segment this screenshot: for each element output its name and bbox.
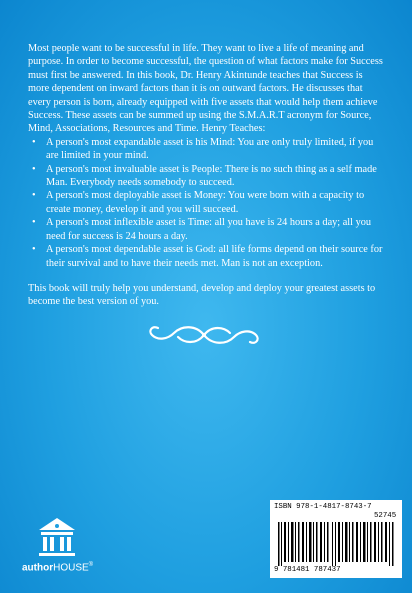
asset-list-item: • A person's most inflexible asset is Time: all you have is 24 hours a day; all you need for success is 24 hours a day. [46, 216, 384, 243]
isbn-barcode-box [270, 500, 402, 578]
asset-list-item: • A person's most dependable asset is God: all life forms depend on their source for their survival and to have their needs met. Man is not an exception. [46, 243, 384, 270]
asset-list [28, 136, 384, 270]
publisher-logo [22, 516, 102, 576]
swirl-ornament-icon [144, 321, 264, 349]
barcode-digits: 9 781481 787437 [274, 566, 341, 574]
barcode-icon [276, 522, 398, 566]
asset-list-item: • A person's most invaluable asset is People: There is no such thing as a self made Man. Everybody needs somebody to succeed. [46, 163, 384, 190]
publisher-name [22, 562, 93, 573]
authorhouse-logo-icon [35, 516, 79, 560]
closing-paragraph: This book will truly help you understand, develop and deploy your greatest assets to become the best version of you. [28, 282, 376, 308]
asset-list-item: • A person's most expandable asset is his Mind: You are only truly limited, if you are limited in your mind. [46, 136, 384, 163]
registered-mark: ® [88, 562, 94, 568]
intro-paragraph: Most people want to be successful in life. They want to live a life of meaning and purpose. In order to become successful, the question of what factors make for Success must first be answered. In this book, Dr. Henry Akintunde teaches that Success is more dependent on inward factors than it is on outward factors. He discusses that every person is born, already equipped with five assets that would help them achieve Success. These assets can be summed up using the S.M.A.R.T acronym for Source, Mind, Associations, Resources and Time. Henry Teaches: [28, 43, 383, 135]
publisher-name-part1: author [22, 562, 54, 574]
price-code: 52745 [374, 512, 397, 520]
isbn-label: ISBN 978-1-4817-8743-7 [274, 503, 372, 511]
asset-list-item: • A person's most deployable asset is Money: You were born with a capacity to create money, develop it and you will succeed. [46, 189, 384, 216]
publisher-name-part2: HOUSE [53, 562, 89, 574]
back-cover-text [28, 42, 384, 309]
